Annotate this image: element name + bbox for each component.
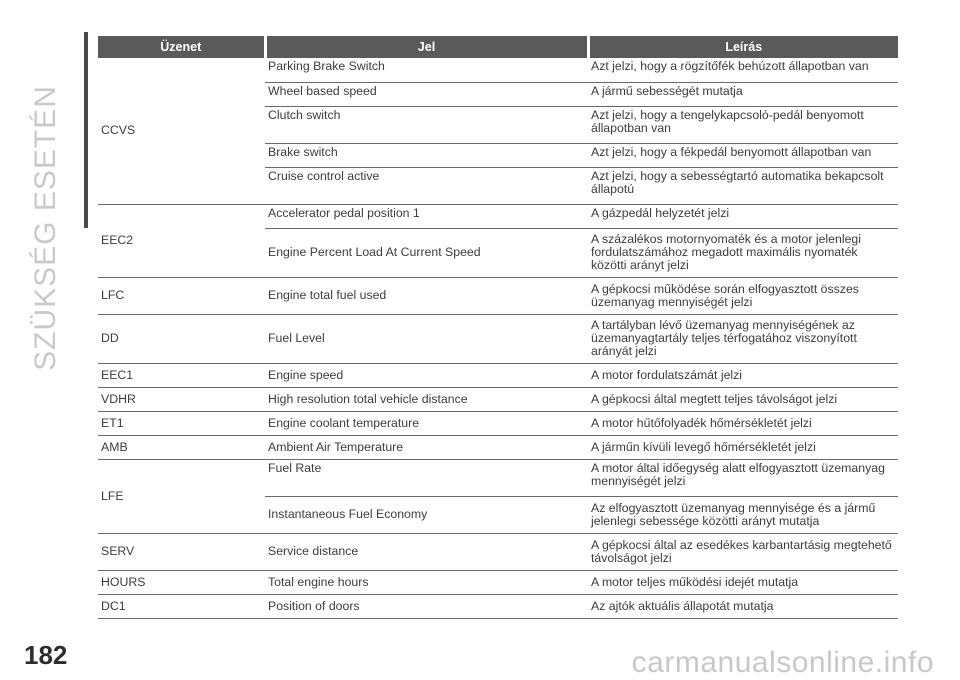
message-code: EEC1 [98, 363, 265, 387]
message-code: CCVS [98, 58, 265, 204]
signal-description: A gázpedál helyzetét jelzi [588, 204, 898, 228]
table-row [98, 435, 898, 459]
signal-description: A gépkocsi működése során elfogyasztott összes üzemanyag mennyiségét jelzi [588, 277, 898, 314]
signal-name: Instantaneous Fuel Economy [265, 496, 588, 533]
signal-description: A motor hűtőfolyadék hőmérsékletét jelzi [588, 411, 898, 435]
signal-description: A százalékos motornyomaték és a motor jelenlegi fordulatszámához megadott maximális nyomaték közötti arányt jelzi [588, 228, 898, 277]
table-row [98, 204, 898, 228]
message-code: LFC [98, 277, 265, 314]
signal-description: Azt jelzi, hogy a tengelykapcsoló-pedál benyomott állapotban van [588, 106, 898, 143]
signal-name: Ambient Air Temperature [265, 435, 588, 459]
signal-name: Engine total fuel used [265, 277, 588, 314]
signal-description: Az elfogyasztott üzemanyag mennyisége és a jármű jelenlegi sebessége közötti arányt mutatja [588, 496, 898, 533]
signal-description: A jármű sebességét mutatja [588, 82, 898, 106]
table-row [98, 387, 898, 411]
signal-description: Azt jelzi, hogy a sebességtartó automatika bekapcsolt állapotú [588, 167, 898, 204]
header-message: Üzenet [98, 36, 265, 58]
signal-description: A motor fordulatszámát jelzi [588, 363, 898, 387]
table-row [98, 277, 898, 314]
signal-description: Azt jelzi, hogy a rögzítőfék behúzott állapotban van [588, 58, 898, 82]
signal-name: Fuel Rate [265, 459, 588, 496]
signal-description: A motor teljes működési idejét mutatja [588, 570, 898, 594]
signal-description: A gépkocsi által az esedékes karbantartásig megtehető távolságot jelzi [588, 533, 898, 570]
message-code: SERV [98, 533, 265, 570]
signal-name: Total engine hours [265, 570, 588, 594]
message-code: LFE [98, 459, 265, 533]
signal-description: Az ajtók aktuális állapotát mutatja [588, 594, 898, 618]
signal-description: A gépkocsi által megtett teljes távolságot jelzi [588, 387, 898, 411]
table-row [98, 363, 898, 387]
signal-name: High resolution total vehicle distance [265, 387, 588, 411]
message-code: VDHR [98, 387, 265, 411]
table-row [98, 314, 898, 363]
signal-description: A járműn kívüli levegő hőmérsékletét jelzi [588, 435, 898, 459]
signal-description: Azt jelzi, hogy a fékpedál benyomott állapotban van [588, 143, 898, 167]
message-signal-table [98, 36, 898, 619]
signal-name: Fuel Level [265, 314, 588, 363]
table-row [98, 459, 898, 496]
message-code: HOURS [98, 570, 265, 594]
signal-name: Engine Percent Load At Current Speed [265, 228, 588, 277]
table-row [98, 58, 898, 82]
signal-name: Clutch switch [265, 106, 588, 143]
table-row [98, 570, 898, 594]
table-row [98, 594, 898, 618]
signal-name: Cruise control active [265, 167, 588, 204]
page-number: 182 [24, 640, 68, 670]
signal-name: Engine speed [265, 363, 588, 387]
signal-name: Brake switch [265, 143, 588, 167]
message-code: AMB [98, 435, 265, 459]
signal-name: Engine coolant temperature [265, 411, 588, 435]
chapter-rule [84, 32, 88, 228]
header-description: Leírás [588, 36, 898, 58]
signal-name: Parking Brake Switch [265, 58, 588, 82]
watermark: carmanualsonline.info [631, 646, 934, 679]
signal-name: Service distance [265, 533, 588, 570]
signal-description: A motor által időegység alatt elfogyasztott üzemanyag mennyiségét jelzi [588, 459, 898, 496]
message-code: ET1 [98, 411, 265, 435]
table-header-row [98, 36, 898, 58]
message-code: EEC2 [98, 204, 265, 277]
signal-description: A tartályban lévő üzemanyag mennyiségének az üzemanyagtartály teljes térfogatához viszonyított arányát jelzi [588, 314, 898, 363]
signal-name: Wheel based speed [265, 82, 588, 106]
signal-name: Accelerator pedal position 1 [265, 204, 588, 228]
message-code: DD [98, 314, 265, 363]
message-code: DC1 [98, 594, 265, 618]
signal-name: Position of doors [265, 594, 588, 618]
table-row [98, 533, 898, 570]
table-row [98, 411, 898, 435]
header-signal: Jel [265, 36, 588, 58]
chapter-title: SZÜKSÉG ESETÉN [29, 85, 62, 371]
